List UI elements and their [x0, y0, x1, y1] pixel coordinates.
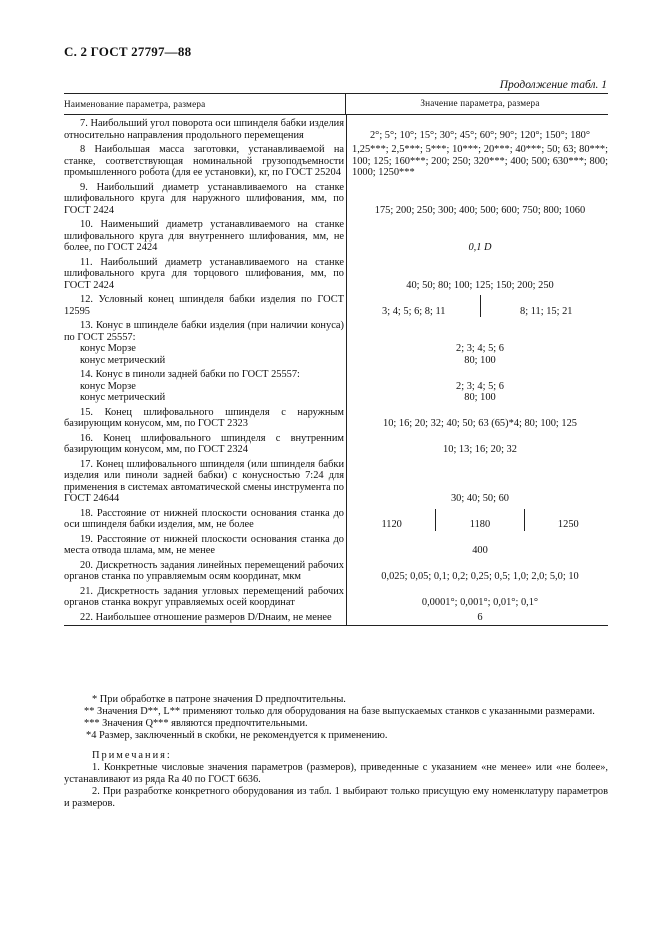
column-header-name: Наименование параметра, размера [64, 94, 346, 114]
table-row [64, 609, 608, 627]
param-sub-value: 2; 3; 4; 5; 6 [456, 380, 504, 392]
table-row [64, 583, 608, 609]
param-value: 400 [472, 545, 488, 556]
footnote: ** Значения D**, L** применяют только для оборудования на базе выпускаемых станков с указанными размерами. [84, 706, 595, 717]
param-name: 21. Дискретность задания угловых перемещений рабочих органов станка вокруг управляемых осей координат [64, 585, 344, 608]
param-value: 10; 16; 20; 32; 40; 50; 63 (65)*4; 80; 100; 125 [383, 418, 577, 429]
table-row [64, 557, 608, 583]
footnote: *4 Размер, заключенный в скобки, не рекомендуется к применению. [86, 730, 388, 741]
footnotes-section [64, 694, 608, 810]
param-name: 19. Расстояние от нижней плоскости основания станка до места отвода шлама, мм, не менее [64, 533, 344, 556]
param-value: 1,25***; 2,5***; 5***; 10***; 20***; 40***; 50; 63; 80***; 100; 125; 160***; 200; 250; 320***; 400; 500; 630***; 800; 1000; 1250*** [352, 144, 608, 178]
param-sub-name: конус метрический [80, 392, 166, 403]
param-value [346, 242, 608, 254]
table-row [64, 456, 608, 505]
param-value [346, 381, 608, 404]
table-row [64, 366, 608, 404]
param-name-text: 14. Конус в пиноли задней бабки по ГОСТ 25557: [80, 369, 300, 380]
table-row [64, 179, 608, 217]
param-sub-name: конус метрический [80, 354, 166, 366]
param-value: 0,025; 0,05; 0,1; 0,2; 0,25; 0,5; 1,0; 2,0; 5,0; 10 [381, 571, 579, 582]
param-value-2: 1180 [469, 519, 491, 530]
param-value-text: 0,1 D [468, 242, 492, 253]
param-sub-name: конус Морзе [80, 380, 136, 392]
table-row [64, 531, 608, 557]
value-separator [524, 509, 525, 531]
param-name: 8 Наибольшая масса заготовки, устанавливаемой на станке, соответствующая номинальной грузоподъемности промышленного робота (для ее установки), кг, по ГОСТ 25204 [64, 144, 344, 178]
param-value: 0,0001°; 0,001°; 0,01°; 0,1° [421, 597, 539, 608]
notes-title: Примечания: [92, 750, 172, 761]
footnote: * При обработке в патроне значения D предпочтительны. [92, 694, 346, 705]
param-value [346, 509, 608, 531]
param-name: 17. Конец шлифовального шпинделя (или шпинделя бабки изделия или пиноли задней бабки) с конусностью 7:24 для применения в системах автоматической смены инструмента по ГОСТ 24644 [64, 458, 344, 504]
param-name: 15. Конец шлифовального шпинделя с наружным базирующим конусом, мм, по ГОСТ 2323 [64, 406, 344, 429]
note: 2. При разработке конкретного оборудования из табл. 1 выбирают только присущую ему номенклатуру параметров и размеров. [64, 786, 608, 809]
value-separator [480, 295, 481, 317]
param-sub-value: 2; 3; 4; 5; 6 [456, 343, 504, 354]
param-sub-value: 80; 100 [464, 392, 496, 403]
param-name: 12. Условный конец шпинделя бабки изделия по ГОСТ 12595 [64, 294, 344, 317]
param-sub-name: конус Морзе [80, 343, 136, 354]
value-separator [435, 509, 436, 531]
param-value: 2°; 5°; 10°; 15°; 30°; 45°; 60°; 90°; 120°; 150°; 180° [369, 129, 591, 141]
param-value: 10; 13; 16; 20; 32 [443, 444, 517, 455]
param-name [64, 320, 346, 366]
param-value: 30; 40; 50; 60 [450, 493, 510, 504]
param-name: 10. Наименьший диаметр устанавливаемого на станке шлифовального круга для внутреннего шлифования, мм, не более, по ГОСТ 2424 [64, 219, 344, 253]
param-name: 22. Наибольшее отношение размеров D/Dнаим, не менее [80, 611, 332, 623]
param-value-1: 1120 [381, 519, 402, 530]
table-continuation-label: Продолжение табл. 1 [499, 79, 607, 91]
param-value: 175; 200; 250; 300; 400; 500; 600; 750; 800; 1060 [374, 204, 586, 216]
table-row [64, 216, 608, 254]
param-value [346, 295, 608, 317]
param-name: 11. Наибольший диаметр устанавливаемого на станке шлифовального круга для торцового шлифования, мм, по ГОСТ 2424 [64, 256, 344, 291]
param-name: 18. Расстояние от нижней плоскости основания станка до оси шпинделя бабки изделия, мм, не более [64, 507, 344, 530]
param-name: 9. Наибольший диаметр устанавливаемого на станке шлифовального круга для наружного шлифования, мм, по ГОСТ 2424 [64, 181, 344, 216]
param-name: 16. Конец шлифовального шпинделя с внутренним базирующим конусом, мм, по ГОСТ 2324 [64, 432, 344, 455]
note: 1. Конкретные числовые значения параметров (размеров), приведенные с указанием «не менее» или «не более», устанавливают из ряда Ra 40 по ГОСТ 6636. [64, 762, 608, 785]
table-header [64, 93, 608, 115]
param-value [346, 343, 608, 366]
param-name-text: 13. Конус в шпинделе бабки изделия (при наличии конуса) по ГОСТ 25557: [64, 320, 344, 343]
param-value-right: 8; 11; 15; 21 [520, 305, 573, 317]
table-row [64, 317, 608, 366]
footnote: *** Значения Q*** являются предпочтительными. [84, 718, 308, 729]
table-body [64, 115, 608, 626]
param-name: 7. Наибольший угол поворота оси шпинделя бабки изделия относительно направления продольного перемещения [64, 118, 344, 141]
page-header: С. 2 ГОСТ 27797—88 [64, 44, 192, 59]
column-header-value: Значение параметра, размера [420, 98, 540, 109]
param-value-left: 3; 4; 5; 6; 8; 11 [382, 305, 446, 317]
table-row [64, 291, 608, 317]
param-name [64, 369, 346, 404]
param-name: 20. Дискретность задания линейных перемещений рабочих органов станка по управляемым осям координат, мкм [64, 559, 344, 582]
table-row [64, 115, 608, 141]
parameters-table [64, 93, 608, 626]
table-row [64, 430, 608, 456]
param-value-3: 1250 [557, 519, 579, 530]
table-row [64, 254, 608, 292]
param-value: 6 [477, 611, 483, 623]
param-value: 40; 50; 80; 100; 125; 150; 200; 250 [406, 279, 554, 291]
table-row [64, 404, 608, 430]
param-sub-value: 80; 100 [464, 354, 496, 366]
table-row [64, 141, 608, 179]
table-row [64, 505, 608, 531]
